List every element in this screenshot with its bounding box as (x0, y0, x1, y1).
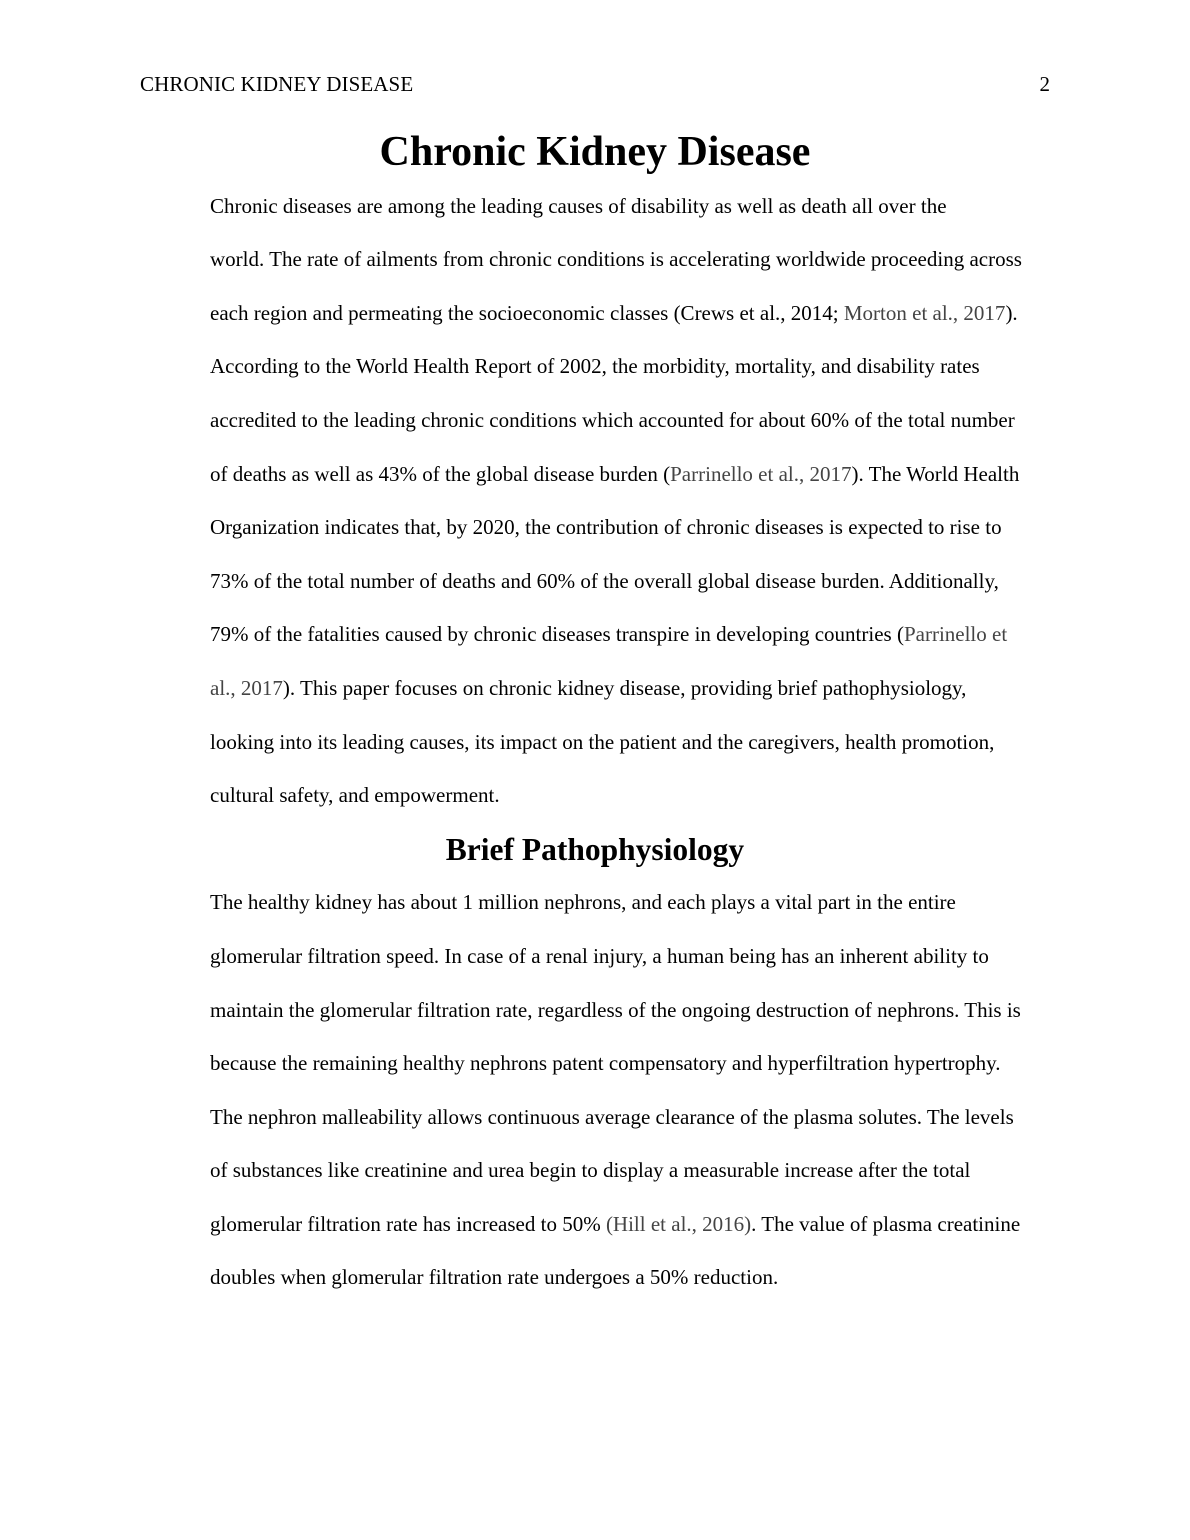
body-text (140, 126, 1050, 1305)
text-line (140, 501, 1050, 555)
text-line (140, 662, 1050, 716)
text-line (140, 1037, 1050, 1091)
line-text: glomerular filtration speed. In case of a renal injury, a human being has an inherent ability to (210, 943, 989, 968)
citation: al., 2017 (210, 675, 283, 700)
text-line (140, 608, 1050, 662)
text-line (140, 1198, 1050, 1252)
running-head: CHRONIC KIDNEY DISEASE (140, 72, 414, 96)
line-text: ). (1005, 300, 1018, 325)
line-text: ). The World Health (851, 461, 1020, 486)
line-text: . The value of plasma creatinine (751, 1211, 1021, 1236)
line-text: maintain the glomerular filtration rate, regardless of the ongoing destruction of nephrons. This is (210, 997, 1021, 1022)
text-line (140, 984, 1050, 1038)
line-text: The healthy kidney has about 1 million nephrons, and each plays a vital part in the entire (210, 890, 956, 915)
line-text: According to the World Health Report of 2002, the morbidity, mortality, and disability rates (210, 354, 980, 379)
line-text: ). This paper focuses on chronic kidney disease, providing brief pathophysiology, (282, 675, 967, 700)
section-title-chronic-kidney-disease: Chronic Kidney Disease (379, 129, 811, 175)
line-text: Chronic diseases are among the leading causes of disability as well as death all over the (210, 193, 947, 218)
line-text: The nephron malleability allows continuous average clearance of the plasma solutes. The levels (210, 1104, 1014, 1129)
line-text: of deaths as well as 43% of the global disease burden ( (210, 461, 671, 486)
citation: Parrinello et al., 2017 (670, 461, 852, 486)
text-line (140, 394, 1050, 448)
text-line (140, 340, 1050, 394)
line-text: accredited to the leading chronic conditions which accounted for about 60% of the total number (210, 407, 1015, 432)
text-line (140, 448, 1050, 502)
text-line (140, 287, 1050, 341)
page-number: 2 (1039, 72, 1050, 96)
text-line (210, 194, 947, 218)
line-text: looking into its leading causes, its impact on the patient and the caregivers, health promotion, (210, 729, 995, 754)
text-line (140, 1091, 1050, 1145)
line-text: because the remaining healthy nephrons patent compensatory and hyperfiltration hypertrophy. (210, 1051, 1001, 1076)
line-text: cultural safety, and empowerment. (210, 783, 500, 808)
text-line (140, 1144, 1050, 1198)
section-title-brief-pathophysiology: Brief Pathophysiology (445, 831, 745, 867)
line-text: Organization indicates that, by 2020, the contribution of chronic diseases is expected to rise to (210, 515, 1002, 540)
text-line (140, 555, 1050, 609)
citation: Parrinello et (903, 622, 1008, 647)
text-line (140, 233, 1050, 287)
pathophysiology-paragraph (140, 876, 1050, 1305)
text-line (140, 1251, 1050, 1305)
text-line (140, 769, 1050, 823)
text-line (140, 930, 1050, 984)
line-text: glomerular filtration rate has increased to 50% (210, 1211, 606, 1236)
line-text: world. The rate of ailments from chronic conditions is accelerating worldwide proceeding across (210, 247, 1022, 272)
text-line (140, 716, 1050, 770)
line-text: doubles when glomerular filtration rate undergoes a 50% reduction. (210, 1265, 779, 1290)
line-text: of substances like creatinine and urea begin to display a measurable increase after the total (210, 1158, 971, 1183)
line-text: 73% of the total number of deaths and 60% of the overall global disease burden. Additionally, (210, 568, 999, 593)
line-text: each region and permeating the socioeconomic classes (Crews et al., 2014; (210, 300, 844, 325)
line-text: 79% of the fatalities caused by chronic diseases transpire in developing countries ( (210, 622, 904, 647)
citation: (Hill et al., 2016) (605, 1211, 752, 1236)
intro-paragraph (140, 180, 1050, 823)
text-line (210, 890, 956, 914)
citation: Morton et al., 2017 (843, 300, 1006, 325)
